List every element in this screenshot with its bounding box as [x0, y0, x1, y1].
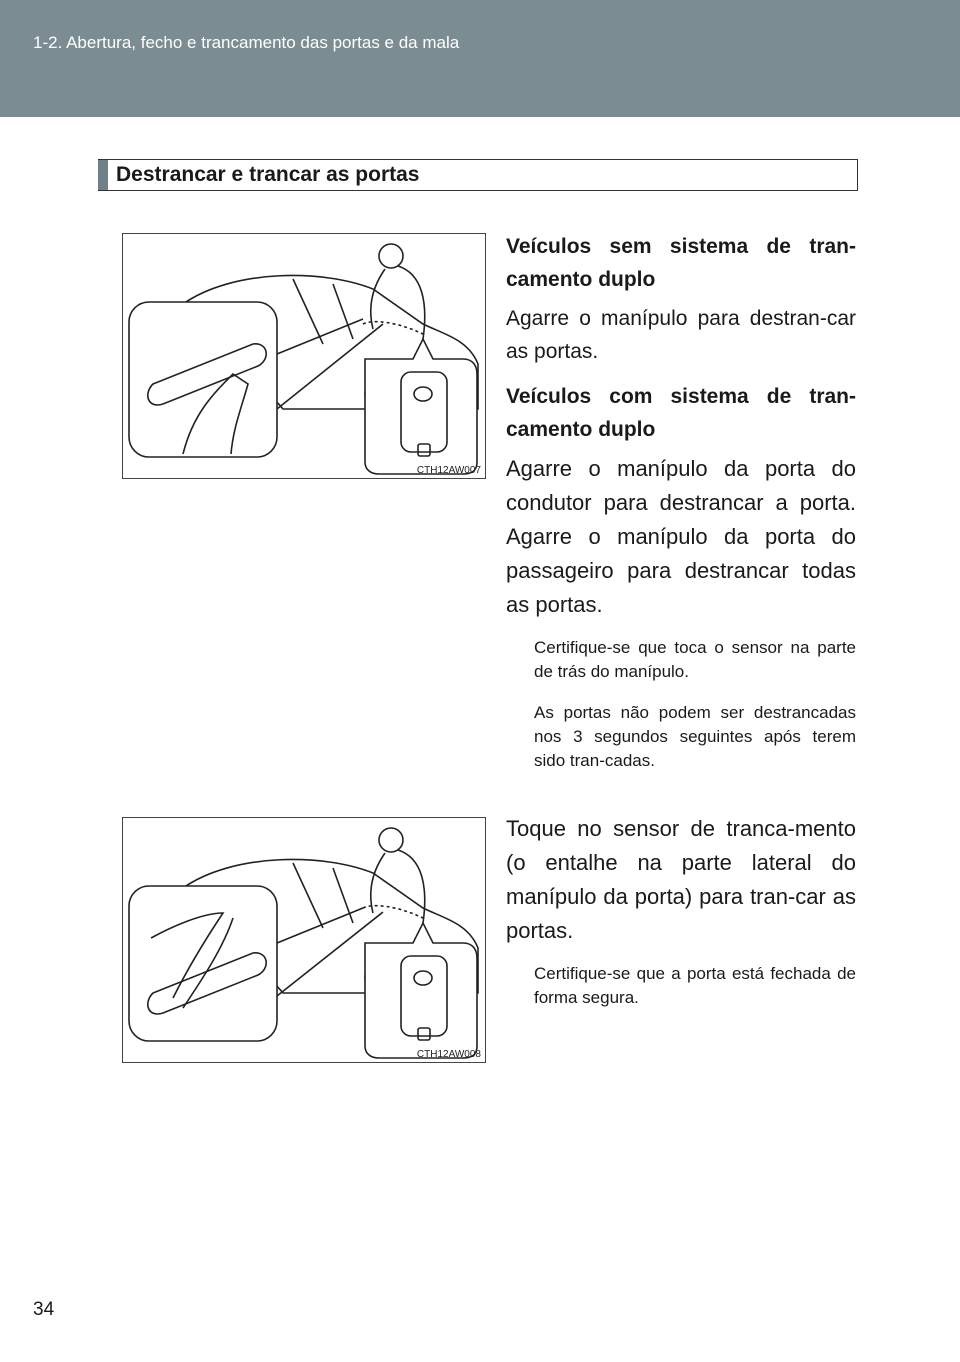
note-sensor-back: Certifique-se que toca o sensor na parte de trás do manípulo.	[534, 638, 856, 681]
instruction-grab-handle: Agarre o manípulo para destran-car as portas.	[506, 307, 856, 363]
door-handle-icon	[129, 302, 383, 457]
section-header	[98, 159, 858, 191]
heading-without-double-lock: Veículos sem sistema de tran-camento duplo	[506, 235, 856, 291]
smart-key-icon	[365, 339, 477, 474]
person-icon	[363, 828, 425, 923]
note-wait-3-seconds: As portas não podem ser destrancadas nos 3 segundos seguintes após terem sido tran-cadas.	[534, 703, 856, 770]
page-number: 34	[33, 1299, 55, 1320]
chapter-header-bar	[0, 0, 960, 117]
hand-icon	[129, 886, 383, 1041]
text-block-2	[506, 812, 856, 1027]
figure-code: CTH12AW008	[416, 1049, 481, 1060]
text-block-1	[506, 230, 856, 790]
illustration-touch-sensor	[122, 817, 486, 1063]
instruction-double-lock: Agarre o manípulo da porta do condutor para destrancar a porta. Agarre o manípulo da porta do passageiro para destrancar todas as portas.	[506, 456, 856, 617]
heading-with-double-lock: Veículos com sistema de tran-camento duplo	[506, 385, 856, 441]
chapter-title: 1-2. Abertura, fecho e trancamento das portas e da mala	[33, 33, 460, 52]
person-icon	[363, 244, 425, 339]
section-title: Destrancar e trancar as portas	[116, 163, 420, 186]
smart-key-icon	[365, 923, 477, 1058]
illustration-grab-handle	[122, 233, 486, 479]
figure-code: CTH12AW007	[416, 465, 481, 476]
note-door-closed: Certifique-se que a porta está fechada de forma segura.	[534, 964, 856, 1007]
section-header-accent	[98, 160, 108, 190]
instruction-touch-sensor: Toque no sensor de tranca-mento (o entalhe na parte lateral do manípulo da porta) para tran-car as portas.	[506, 816, 856, 943]
